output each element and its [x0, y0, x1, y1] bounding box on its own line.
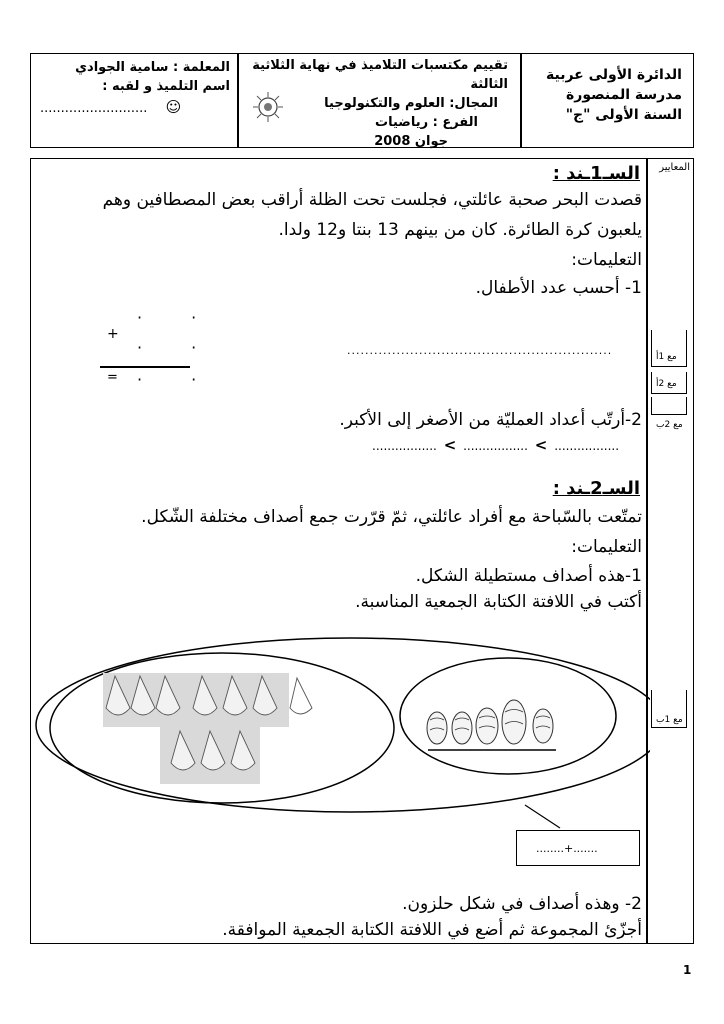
section2-question1a: 1-هذه أصداف مستطيلة الشكل. — [415, 566, 642, 586]
header-teacher-info — [40, 58, 230, 118]
section1-paragraph-line2: يلعبون كرة الطائرة. كان من بينهم 13 بنتا و12 ولدا. — [278, 220, 642, 240]
addition-digits-row1: · · — [137, 308, 219, 327]
ordering-row — [372, 436, 619, 454]
section2-question1b: أكتب في اللافتة الكتابة الجمعية المناسبة. — [355, 592, 642, 612]
page-number: 1 — [683, 963, 692, 977]
header-district: الدائرة الأولى عربية — [545, 67, 682, 83]
criteria-label-2a: مع 2أ — [656, 379, 677, 389]
addition-line — [100, 366, 190, 368]
header-domain: المجال: العلوم والتكنولوجيا — [324, 96, 498, 111]
header-school: مدرسة المنصورة — [566, 87, 682, 103]
addition-digits-row2: · · — [137, 338, 219, 357]
criteria-header: المعايير — [659, 162, 690, 173]
student-name-field[interactable]: .......................... — [40, 101, 148, 116]
header-exam-title: تقييم مكتسبات التلاميذ في نهاية الثلاثية الثالثة — [252, 58, 508, 92]
section1-instructions-label: التعليمات: — [571, 250, 642, 270]
addition-equals-sign: = — [107, 370, 118, 385]
section2-question2a: 2- وهذه أصداف في شكل حلزون. — [402, 894, 642, 914]
section1-question1: 1- أحسب عدد الأطفال. — [475, 278, 642, 298]
header-teacher: المعلمة : سامية الجوادي — [75, 60, 230, 75]
criteria-label-2b: مع 2ب — [656, 420, 683, 430]
criteria-box-2b[interactable] — [651, 397, 687, 415]
header-student-label: اسم التلميذ و لقبه : — [102, 79, 230, 94]
section2-title: السـ2ـند : — [552, 478, 640, 499]
smiley-icon: ☺ — [165, 98, 182, 116]
header-branch: الفرع : رياضيات — [375, 115, 478, 130]
header-divider-1 — [237, 53, 239, 148]
answer-line-q1[interactable]: ........................................................... — [347, 344, 613, 357]
addition-result-digits[interactable]: · · — [137, 370, 219, 389]
order-blank-1[interactable]: ................. — [372, 439, 437, 453]
section1-paragraph-line1: قصدت البحر صحبة عائلتي، فجلست تحت الظلة أراقب بعض المصطافين وهم — [102, 190, 642, 210]
less-than-sign-2: < — [534, 436, 548, 454]
section1-title: السـ1ـند : — [552, 163, 640, 184]
section2-question2b: أجزّئ المجموعة ثم أضع في اللافتة الكتابة الجمعية الموافقة. — [222, 920, 642, 940]
addition-plus-sign: + — [107, 326, 119, 342]
section2-paragraph: تمتّعت بالسّباحة مع أفراد عائلتي، ثمّ قرّرت جمع أصداف مختلفة الشّكل. — [141, 507, 642, 527]
header-divider-2 — [520, 53, 522, 148]
section1-question2: 2-أرتّب أعداد العمليّة من الأصغر إلى الأكبر. — [339, 410, 642, 430]
order-blank-3[interactable]: ................. — [554, 439, 620, 453]
header-school-info — [524, 65, 682, 125]
order-blank-2[interactable]: ................. — [463, 439, 528, 453]
less-than-sign-1: < — [443, 436, 457, 454]
ministry-emblem-icon — [250, 90, 286, 124]
criteria-label-1b: مع 1ب — [656, 715, 683, 725]
criteria-label-1a: مع 1أ — [656, 352, 677, 362]
section2-instructions-label: التعليمات: — [571, 537, 642, 557]
header-class: السنة الأولى "ج" — [565, 107, 682, 123]
answer-sign-text[interactable]: ........+....... — [536, 842, 598, 855]
header-date: جوان 2008 — [374, 134, 448, 149]
